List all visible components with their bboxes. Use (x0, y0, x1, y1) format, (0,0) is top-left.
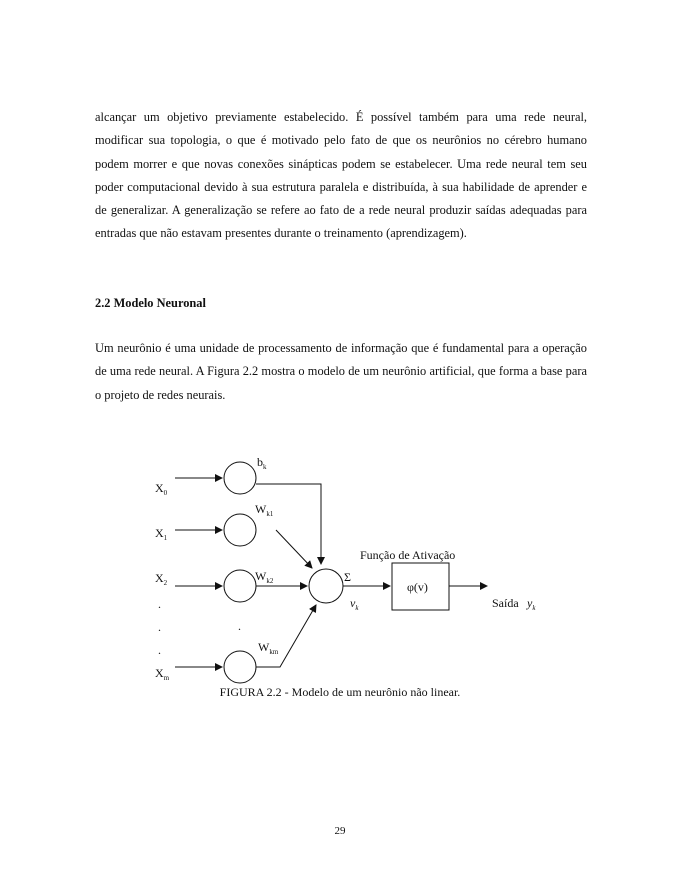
figure-caption: FIGURA 2.2 - Modelo de um neurônio não linear. (219, 685, 461, 699)
sum-symbol: Σ (344, 570, 351, 584)
section-heading: 2.2 Modelo Neuronal (95, 296, 206, 310)
synapse-circle-bias (224, 462, 256, 494)
weight-connection-m (256, 605, 316, 667)
summing-junction (309, 569, 343, 603)
synapse-circle-m (224, 651, 256, 683)
input-label-x2: $X_2$ (155, 571, 168, 587)
neuron-model-diagram (0, 440, 680, 690)
ellipsis-dot: . (158, 597, 161, 611)
weight-label-2: $W_{k2}$ (255, 569, 274, 585)
output-symbol: $y_k$ (527, 596, 536, 612)
synapse-circle-1 (224, 514, 256, 546)
body-paragraph-2: Um neurônio é uma unidade de processamento de informação que é fundamental para a operação de uma rede neural. A Figura 2.2 mostra o modelo de um neurônio artificial, que forma a base para o projeto de redes neurais. (95, 341, 587, 402)
ellipsis-dot: . (158, 643, 161, 657)
input-label-x1: $X_1$ (155, 526, 168, 542)
activation-function: φ(v) (407, 580, 428, 594)
input-label-x0: $X_0$ (155, 481, 168, 497)
ellipsis-dot: . (158, 620, 161, 634)
weight-label-m: $W_{km}$ (258, 640, 279, 656)
body-paragraph-1: alcançar um objetivo previamente estabelecido. É possível também para uma rede neural, modificar sua topologia, o que é motivado pelo fato de que os neurônios no cérebro humano podem morrer e que novas conexões sinápticas podem se estabelecer. Uma rede neural tem seu poder computacional devido à sua estrutura paralela e distribuída, à sua habilidade de aprender e de generalizar. A generalização se refere ao fato de a rede neural produzir saídas adequadas para entradas que não estavam presentes durante o treinamento (aprendizagem). (95, 110, 587, 241)
weight-label-1: $W_{k1}$ (255, 502, 274, 518)
weight-connection-1 (276, 530, 312, 568)
activation-title: Função de Ativação (360, 548, 456, 562)
induced-field-label: $v_k$ (350, 596, 359, 612)
output-label: Saída (492, 596, 519, 610)
ellipsis-dot: . (238, 619, 241, 633)
synapse-circle-2 (224, 570, 256, 602)
input-label-xm: $X_m$ (155, 666, 170, 682)
page-number: 29 (334, 825, 346, 837)
bias-label: $b_k$ (257, 455, 267, 471)
bias-connection (256, 484, 321, 564)
